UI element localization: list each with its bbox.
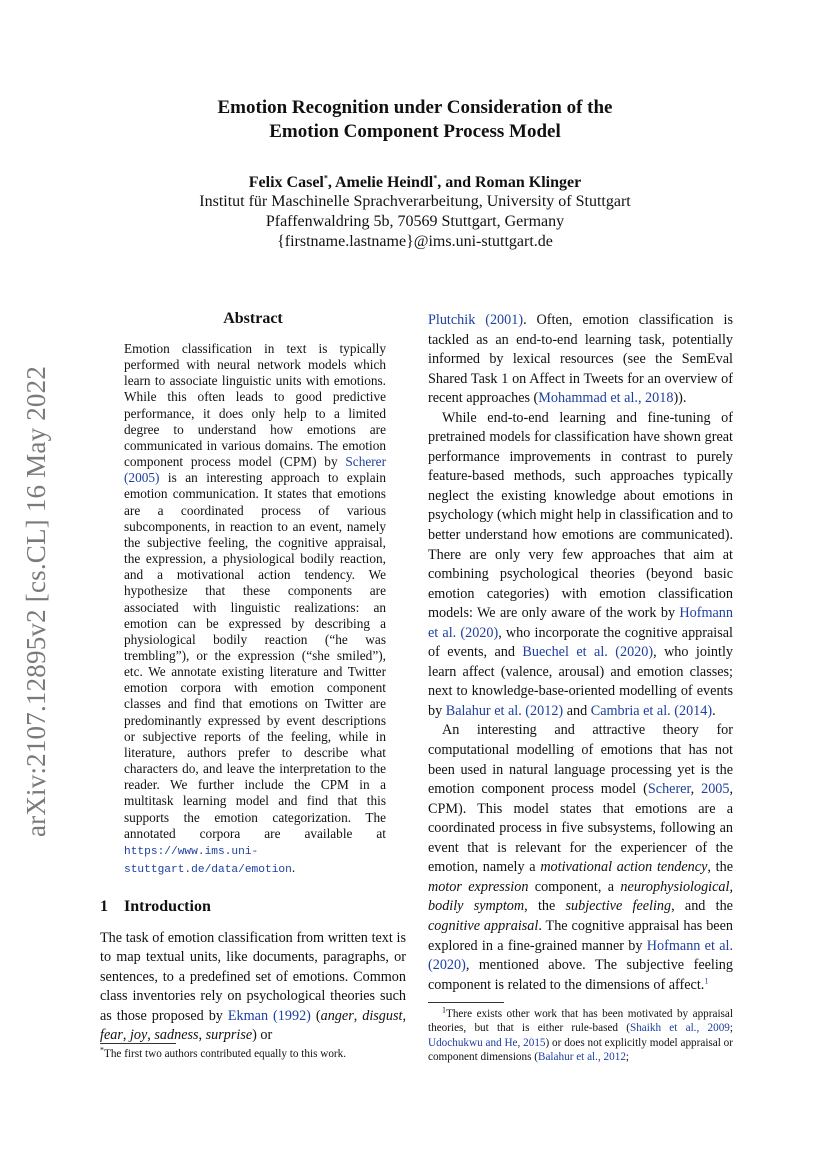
title-line-2: Emotion Component Process Model	[269, 120, 561, 142]
citation-link[interactable]: Balahur et al. (2012)	[445, 702, 564, 719]
footnote-mark: *	[100, 1045, 104, 1055]
body-text: The task of emotion classification from written text is to map textual units, like documents, paragraphs, or sentences, to a predefined set of emotions. Common class inventories rely on psychological theories such as those proposed by	[100, 930, 406, 1024]
footnote-text: ) or does not explicitly model appraisal or component dimensions (	[428, 1036, 733, 1063]
author-separator: ,	[327, 174, 335, 191]
body-text: An interesting and attractive theory for computational modelling of emotions that has not been used in natural language processing yet is the emotion component process model (	[428, 722, 733, 798]
body-text: ,	[402, 1007, 407, 1024]
footnote-divider	[100, 1043, 176, 1044]
author-list	[100, 173, 730, 193]
footnote-divider	[428, 1002, 504, 1003]
body-text: component, a	[528, 878, 621, 895]
abstract-text: Emotion classification in text is typically performed with neural network models which learn to associate linguistic units with emotions. While this often leads to good predictive performance, it does only help to a limited degree to understand how emotions are communicated in various domains. The emotion component process model (CPM) by	[124, 341, 386, 470]
component-term: motivational action tendency	[540, 859, 708, 876]
body-text: ,	[198, 1027, 206, 1044]
abstract-body	[124, 341, 386, 878]
body-text: .	[712, 702, 716, 719]
component-term: cognitive appraisal	[428, 917, 539, 934]
affiliation-block	[100, 192, 730, 252]
citation-link[interactable]: Scherer (2005)	[124, 454, 386, 486]
body-text: . Often, emotion classification is tackled as an end-to-end learning task, potentially informed by lexical resources (see the SemEval Shared Task 1 on Affect in Tweets for an overview of recent approaches (	[428, 312, 733, 407]
emotion-term: anger	[320, 1007, 354, 1024]
body-text: ,	[122, 1027, 130, 1044]
citation-link[interactable]: Balahur et al., 2012	[538, 1050, 626, 1063]
title-line-1: Emotion Recognition under Consideration of the	[217, 97, 613, 118]
body-text: . The cognitive appraisal has been explored in a fine-grained manner by	[428, 917, 733, 954]
paragraph	[428, 311, 733, 409]
section-number: 1	[100, 898, 108, 915]
paper-title	[100, 96, 730, 143]
author-3: Roman Klinger	[475, 174, 582, 191]
arxiv-identifier-stamp	[22, 354, 52, 848]
footnote-text: The first two authors contributed equally to this work.	[104, 1048, 347, 1060]
citation-link[interactable]: 2005	[701, 781, 730, 798]
affiliation-address: Pfaffenwaldring 5b, 70569 Stuttgart, Germany	[265, 213, 565, 230]
citation-link[interactable]: Hofmann et al. (2020)	[428, 605, 733, 641]
citation-link[interactable]: Buechel et al. (2020)	[522, 644, 654, 661]
paragraph	[428, 409, 733, 722]
body-text: , who incorporate the cognitive appraisal of events, and	[428, 624, 733, 661]
footnote-text: ;	[729, 1022, 733, 1035]
body-text: ,	[353, 1007, 363, 1024]
author-1-mark: *	[323, 173, 328, 183]
footnote-text: ;	[625, 1050, 630, 1063]
emotion-term: surprise	[205, 1027, 253, 1044]
abstract-heading: Abstract	[223, 310, 283, 327]
body-text: ,	[690, 781, 702, 798]
body-text: and	[563, 702, 591, 719]
emotion-term: sadness	[154, 1027, 199, 1044]
author-1: Felix Casel	[248, 174, 324, 191]
citation-link[interactable]: Shaikh et al., 2009	[629, 1022, 730, 1035]
paragraph	[428, 721, 733, 995]
citation-link[interactable]: Scherer	[647, 781, 691, 798]
citation-link[interactable]: Udochukwu and He, 2015	[428, 1036, 546, 1049]
body-text: ) or	[252, 1027, 273, 1044]
emotion-term: disgust	[362, 1007, 403, 1024]
citation-link[interactable]: Plutchik (2001)	[428, 312, 524, 328]
component-term: motor expression	[428, 878, 529, 895]
body-text: (	[310, 1007, 321, 1024]
component-term: subjective feeling	[565, 898, 672, 915]
body-text: )).	[673, 390, 687, 407]
section-heading-introduction	[100, 898, 227, 916]
body-text: ,	[147, 1027, 155, 1044]
citation-link[interactable]: Cambria et al. (2014)	[590, 702, 713, 719]
citation-link[interactable]: Ekman (1992)	[227, 1007, 311, 1024]
abstract-text: .	[291, 860, 296, 875]
section-title: Introduction	[124, 898, 211, 915]
footnote-mark: 1	[442, 1005, 446, 1015]
emotion-term: fear	[100, 1027, 123, 1044]
footnote-equal-contribution	[100, 1047, 406, 1061]
body-text: , CPM). This model states that emotions are a coordinated process in five subsystems, following an event that is relevant for the experiencer of the emotion, namely a	[428, 781, 734, 876]
emotion-term: joy	[129, 1027, 148, 1044]
introduction-left-column	[100, 929, 406, 1045]
arxiv-stamp-text: arXiv:2107.12895v2 [cs.CL] 16 May 2022	[21, 365, 52, 837]
footnote-appraisal-work	[428, 1007, 733, 1064]
body-text: , who jointly learn affect (valence, arousal) and emotion classes; next to knowledge-base-oriented modelling of events by	[428, 644, 733, 719]
data-url-link[interactable]: https://www.ims.uni-stuttgart.de/data/emotion	[124, 845, 292, 876]
affiliation-email: {firstname.lastname}@ims.uni-stuttgart.de	[277, 233, 553, 250]
right-column	[428, 311, 733, 995]
body-text: , and the	[671, 898, 733, 915]
affiliation-institute: Institut für Maschinelle Sprachverarbeitung, University of Stuttgart	[199, 193, 631, 210]
author-2: Amelie Heindl	[334, 174, 434, 191]
citation-link[interactable]: Hofmann et al. (2020)	[428, 937, 733, 974]
body-text: While end-to-end learning and fine-tuning of pretrained models for classification have shown great performance improvements in contrast to purely feature-based methods, such approaches typically neglect the existing knowledge about emotions in psychology (which might help in classification and to better understand how emotions are communicated). There are only very few approaches that aim at combining psychological theories (beyond basic emotion categories) with emotion classification models: We are only aware of the work by	[428, 409, 733, 622]
body-text: , the	[707, 859, 733, 876]
body-text: , mentioned above. The subjective feeling component is related to the dimensions of affect.	[428, 957, 733, 993]
author-2-mark: *	[433, 173, 438, 183]
abstract-text: is an interesting approach to explain emotion communication. It states that emotions are a coordinated process of various subcomponents, in reaction to an event, namely the subjective feeling, the cognitive appraisal, the expression, a physiological bodily reaction, and a motivational action tendency. We hypothesize that these components are associated with linguistic realizations: an emotion can be expressed by describing a physiological bodily reaction (“he was trembling”), or the expression (“she smiled”), etc. We annotate existing literature and Twitter emotion corpora with emotion component classes and find that emotions on Twitter are predominantly expressed by event descriptions or subjective reports of the feeling, while in literature, authors prefer to describe what characters do, and leave the interpretation to the reader. We further include the CPM in a multitask learning model and find that this supports the emotion categorization. The annotated corpora are available at	[124, 470, 386, 841]
footnote-text: There exists other work that has been motivated by appraisal theories, but that is either rule-based (	[428, 1008, 733, 1035]
citation-link[interactable]: Mohammad et al., 2018	[538, 390, 674, 407]
footnote-reference-link[interactable]: 1	[704, 975, 709, 985]
component-term: neurophysiological, bodily symptom	[428, 878, 733, 915]
body-text: , the	[524, 898, 566, 915]
author-separator-and: , and	[437, 174, 475, 191]
